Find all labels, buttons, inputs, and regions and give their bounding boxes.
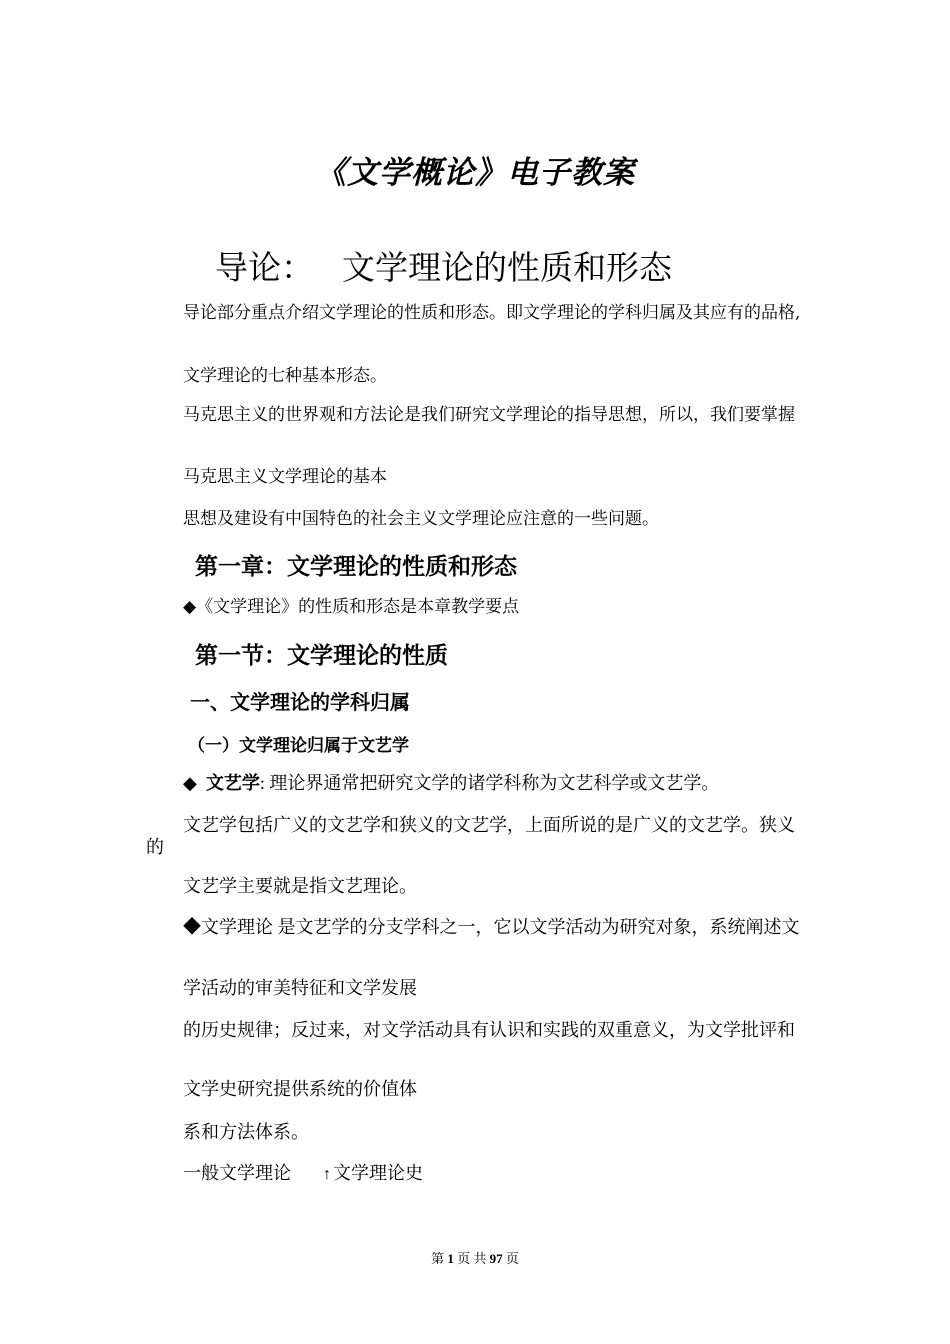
paragraph-wenlun-3: 的历史规律；反过来，对文学活动具有认识和实践的双重意义，为文学批评和 — [183, 1020, 795, 1040]
intro-paragraph-5: 思想及建设有中国特色的社会主义文学理论应注意的一些问题。 — [183, 509, 659, 529]
general-literary-theory-label: 一般文学理论 — [183, 1163, 291, 1183]
section-heading: 第一节：文学理论的性质 — [195, 643, 448, 669]
intro-paragraph-2: 文学理论的七种基本形态。 — [183, 366, 387, 386]
intro-heading — [215, 242, 672, 289]
paragraph-wenyixue-1: 文艺学包括广义的文艺学和狭义的文艺学，上面所说的是广义的文艺学。狭义的 — [146, 815, 795, 857]
page-number: 1 — [447, 1251, 454, 1266]
intro-paragraph-4: 马克思主义文学理论的基本 — [183, 467, 387, 487]
literary-theory-history-label: 文学理论史 — [333, 1163, 423, 1183]
page-footer: 第 1 页 共 97 页 — [431, 1251, 519, 1266]
subsubsection-heading: （一）文学理论归属于文艺学 — [188, 736, 409, 756]
definition-text: : 理论界通常把研究文学的诸学科称为文艺科学或文艺学。 — [259, 773, 720, 793]
document-title: 《文学概论》电子教案 — [315, 155, 635, 191]
intro-paragraph-1: 导论部分重点介绍文学理论的性质和形态。即文学理论的学科归属及其应有的品格, — [183, 303, 801, 323]
definition-term: 文艺学 — [205, 773, 260, 793]
paragraph-wenyixue-2: 文艺学主要就是指文艺理论。 — [183, 876, 417, 896]
paragraph-wenlun-2: 学活动的审美特征和文学发展 — [183, 978, 417, 998]
intro-heading-text: 文学理论的性质和形态 — [342, 248, 672, 287]
paragraph-wenlun-5: 系和方法体系。 — [183, 1122, 309, 1142]
chapter-heading: 第一章：文学理论的性质和形态 — [195, 554, 517, 580]
subsection-heading: 一、文学理论的学科归属 — [190, 690, 410, 714]
chapter-note: ◆《文学理论》的性质和形态是本章教学要点 — [183, 597, 520, 617]
diamond-bullet-icon: ◆ — [183, 773, 197, 793]
intro-heading-label: 导论： — [215, 248, 314, 287]
paragraph-wenlun-1: ◆文学理论 是文艺学的分支学科之一，它以文学活动为研究对象，系统阐述文 — [183, 917, 800, 937]
intro-paragraph-3: 马克思主义的世界观和方法论是我们研究文学理论的指导思想，所以，我们要掌握 — [183, 405, 795, 425]
up-arrow-icon: ↑ — [323, 1166, 331, 1183]
paragraph-wenlun-4: 文学史研究提供系统的价值体 — [183, 1079, 417, 1099]
page-total: 97 — [489, 1251, 503, 1266]
diagram-label-line — [183, 1162, 423, 1186]
definition-line — [183, 772, 719, 794]
